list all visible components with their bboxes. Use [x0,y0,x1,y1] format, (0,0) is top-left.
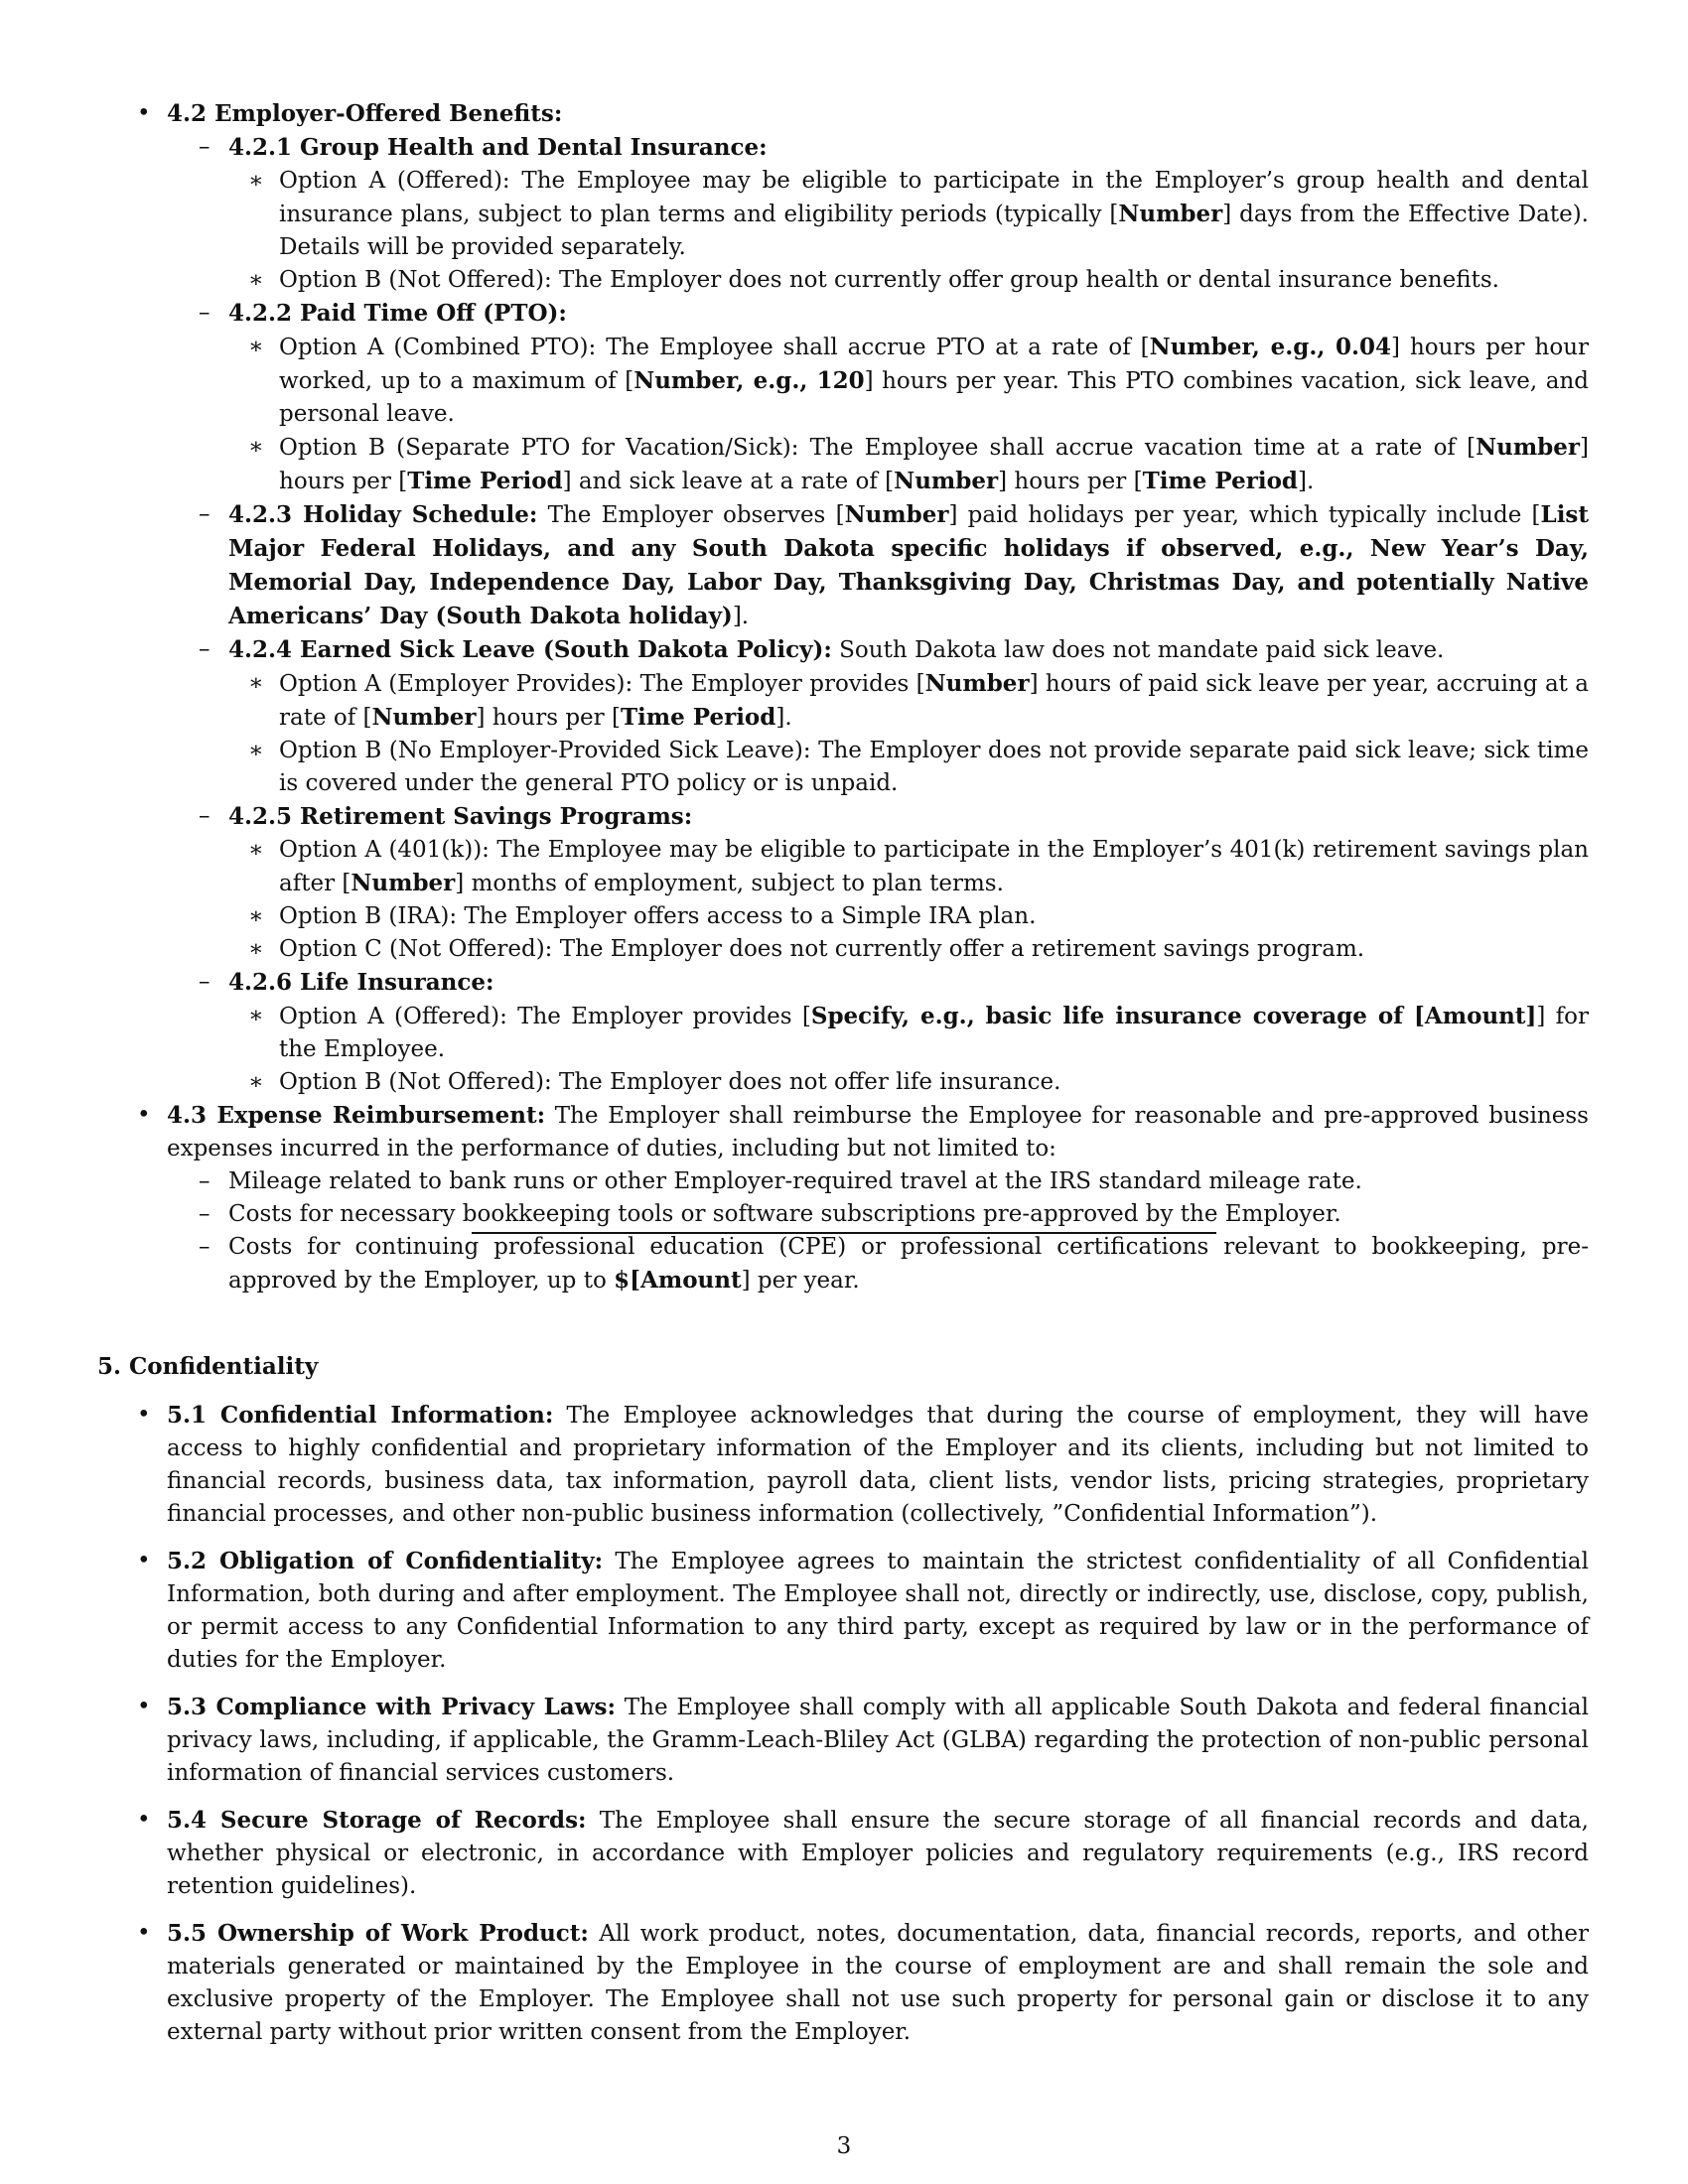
clause-text: All work product, notes, documentation, data, financial records, reports, and other materials generated or maintained by the Employee in the course of employment are and shall remain the sole and exclusive property of the Employer. The Employee shall not use such property for personal gain or disclose it to any external party without prior written consent from the Employer. [167,1921,1589,2045]
option-text: ] hours per hour worked, up to a maximum of [ [279,335,1590,394]
clause-5-1-title: 5.1 Confidential Information: [167,1402,554,1429]
dash-marker: – [199,803,211,829]
placeholder-field: Number, e.g., 0.04 [1149,334,1392,360]
page-number: 3 [836,2133,852,2159]
option-text: Option B (Not Offered): The Employer does not offer life insurance. [279,1069,1061,1095]
option-text: ] and sick leave at a rate of [ [562,469,895,494]
clause-text: The Employee shall comply with all applicable South Dakota and federal financial privacy laws, including, if applicable, the Gramm-Leach-Bliley Act (GLBA) regarding the protection of non-public personal information of financial services customers. [167,1695,1590,1786]
option-text: Option B (Not Offered): The Employer does not currently offer group health or dental insurance benefits. [279,267,1499,293]
clause-text: The Employee agrees to maintain the strictest confidentiality of all Confidential Information, both during and after employment. The Employee shall not, directly or indirectly, use, disclose, copy, publish, or permit access to any Confidential Information to any third party, except as required by law or in the performance of duties for the Employer. [167,1549,1589,1673]
dash-marker: – [199,1234,211,1260]
dash-marker: – [199,1168,211,1194]
clause-5-1 [0,1399,1688,1531]
clause-4-2-6 [0,966,1688,1000]
star-marker: ∗ [248,267,264,293]
section-5-confidentiality [0,1350,1688,2049]
option-text: ] hours of paid sick leave per year, accruing at a rate of [ [279,671,1589,731]
clause-4-2-5-option-c [0,933,1688,966]
star-marker: ∗ [248,168,264,194]
clause-text: The Employer shall reimburse the Employee for reasonable and pre-approved business expenses incurred in the performance of duties, including but not limited to: [167,1103,1589,1161]
clause-text: The Employee shall ensure the secure storage of all financial records and data, whether physical or electronic, in accordance with Employer policies and regulatory requirements (e.g., IRS record retention guidelines). [167,1808,1589,1899]
expense-text: ] per year. [741,1268,860,1294]
clause-5-2-title: 5.2 Obligation of Confidentiality: [167,1548,604,1574]
star-marker: ∗ [248,837,264,863]
placeholder-field: Number, e.g., 120 [633,367,865,394]
clause-4-2-6-option-b [0,1066,1688,1099]
section-title: Confidentiality [129,1353,319,1380]
option-text: ]. [775,705,792,731]
dash-marker: – [199,501,211,527]
clause-4-2-4-option-b [0,735,1688,800]
star-marker: ∗ [248,1003,264,1028]
option-text: Option C (Not Offered): The Employer does not currently offer a retirement savings program. [279,936,1365,962]
clause-4-2-1-option-b [0,264,1688,297]
clause-4-2-5 [0,800,1688,834]
option-text: Option B (Separate PTO for Vacation/Sick): The Employee shall accrue vacation time at a rate of [ [279,435,1477,461]
clause-5-4-title: 5.4 Secure Storage of Records: [167,1807,587,1834]
placeholder-field: Number [1118,201,1223,227]
option-text: Option A (Combined PTO): The Employee shall accrue PTO at a rate of [ [279,335,1150,360]
option-text: Option A (Offered): The Employer provides [ [279,1004,811,1029]
bullet-marker: • [137,1807,151,1833]
bullet-marker: • [137,1548,151,1573]
clause-4-2-5-title: 4.2.5 Retirement Savings Programs: [228,803,693,830]
dash-marker: – [199,300,211,326]
clause-text: The Employer observes [ [537,502,845,528]
clause-4-2-2-option-b [0,431,1688,498]
option-text: ] hours per year. This PTO combines vacation, sick leave, and personal leave. [279,368,1590,427]
clause-4-2-6-option-a [0,1000,1688,1066]
placeholder-field: Time Period [1142,468,1298,494]
option-text: ] months of employment, subject to plan terms. [455,871,1004,896]
clause-4-2-2 [0,297,1688,331]
clause-4-2-2-option-a [0,331,1688,431]
placeholder-field: Amount [1424,1003,1526,1029]
placeholder-field: Time Period [407,468,563,494]
clause-text: ]. [732,604,750,629]
option-text: ]. [1298,469,1315,494]
option-text: ] days from the Effective Date). Details will be provided separately. [279,202,1589,260]
clause-text: ] paid holidays per year, which typically include [ [948,502,1541,528]
expense-text: Costs for continuing professional education (CPE) or professional certifications relevant to bookkeeping, pre-approved by the Employer, up to [228,1234,1589,1294]
placeholder-field: Number [1476,434,1581,461]
clause-5-5 [0,1917,1688,2049]
clause-4-2-3 [0,498,1688,633]
expense-item [0,1165,1688,1198]
placeholder-field: Time Period [620,704,776,731]
bullet-marker: • [137,1694,151,1719]
clause-5-4 [0,1804,1688,1903]
option-text: ] hours per [ [279,435,1589,494]
placeholder-field: Number [844,501,949,528]
clause-4-2-6-title: 4.2.6 Life Insurance: [228,969,494,996]
star-marker: ∗ [248,434,264,460]
clause-5-3 [0,1691,1688,1790]
section-4-continued [0,97,1688,1297]
placeholder-field: Number [894,468,999,494]
clause-4-2-4-title: 4.2.4 Earned Sick Leave (South Dakota Policy): [228,636,832,663]
dash-marker: – [199,636,211,662]
clause-4-2-1 [0,131,1688,165]
clause-4-2-3-title: 4.2.3 Holiday Schedule: [228,501,538,528]
dash-marker: – [199,134,211,160]
section-divider [472,1232,1216,1234]
clause-4-3 [0,1099,1688,1165]
option-text: ] hours per [ [998,469,1143,494]
star-marker: ∗ [248,936,264,962]
clause-4-2-4-option-a [0,667,1688,735]
section-5-heading [0,1350,1688,1383]
clause-5-3-title: 5.3 Compliance with Privacy Laws: [167,1694,616,1720]
clause-text: The Employee acknowledges that during the course of employment, they will have access to highly confidential and proprietary information of the Employer and its clients, including but not limited to financial records, business data, tax information, payroll data, client lists, vendor lists, pricing strategies, proprietary financial processes, and other non-public business information (collectively, ”Confidential Information”). [167,1403,1590,1527]
option-text: Option B (No Employer-Provided Sick Leave): The Employer does not provide separate paid sick leave; sick time is covered under the general PTO policy or is unpaid. [279,738,1589,796]
clause-text: South Dakota law does not mandate paid sick leave. [831,637,1445,663]
placeholder-field: Number [924,670,1030,697]
placeholder-field: Amount [640,1267,742,1294]
clause-5-5-title: 5.5 Ownership of Work Product: [167,1920,589,1947]
option-text: Option A (Employer Provides): The Employer provides [ [279,671,925,697]
clause-4-2-5-option-b [0,900,1688,933]
clause-4-2-1-option-a [0,165,1688,264]
clause-5-2 [0,1545,1688,1677]
star-marker: ∗ [248,334,264,359]
bullet-marker: • [137,1102,151,1128]
star-marker: ∗ [248,670,264,696]
bullet-marker: • [137,100,151,126]
placeholder-field: Number [371,704,477,731]
placeholder-field: Number [351,870,456,896]
option-text: Option A (Offered): The Employee may be eligible to participate in the Employer’s group health and dental insurance plans, subject to plan terms and eligibility periods (typically [ [279,168,1589,227]
star-marker: ∗ [248,903,264,929]
expense-text: Mileage related to bank runs or other Employer-required travel at the IRS standard mileage rate. [228,1168,1362,1194]
star-marker: ∗ [248,1069,264,1095]
clause-4-2-title: 4.2 Employer-Offered Benefits: [167,100,563,127]
clause-4-2-2-title: 4.2.2 Paid Time Off (PTO): [228,300,567,327]
option-text: Option A (401(k)): The Employee may be eligible to participate in the Employer’s 401(k) retirement savings plan after [ [279,837,1589,896]
placeholder-field: List Major Federal Holidays, and any South Dakota specific holidays if observed, e.g., New Year’s Day, Memorial Day, Independence Day, Labor Day, Thanksgiving Day, Christmas Day, and potentially Native Americans’ Day (South Dakota holiday) [228,501,1589,629]
expense-text: Costs for necessary bookkeeping tools or software subscriptions pre-approved by the Employer. [228,1201,1341,1227]
bullet-marker: • [137,1920,151,1946]
clause-4-3-title: 4.3 Expense Reimbursement: [167,1102,546,1129]
placeholder-field: $[ [614,1267,641,1294]
option-text: ] hours per [ [476,705,621,731]
star-marker: ∗ [248,738,264,763]
expense-item [0,1198,1688,1231]
section-number: 5. [97,1353,122,1380]
clause-4-2-4 [0,633,1688,667]
placeholder-field: Specify, e.g., basic life insurance coverage of [ [810,1003,1425,1029]
dash-marker: – [199,969,211,995]
placeholder-field: ] [1525,1003,1537,1029]
clause-4-2-1-title: 4.2.1 Group Health and Dental Insurance: [228,134,768,161]
dash-marker: – [199,1201,211,1227]
clause-4-2-5-option-a [0,834,1688,900]
bullet-marker: • [137,1402,151,1428]
clause-4-2 [0,97,1688,131]
expense-item [0,1231,1688,1297]
option-text: Option B (IRA): The Employer offers access to a Simple IRA plan. [279,903,1037,929]
option-text: ] for the Employee. [279,1004,1590,1062]
